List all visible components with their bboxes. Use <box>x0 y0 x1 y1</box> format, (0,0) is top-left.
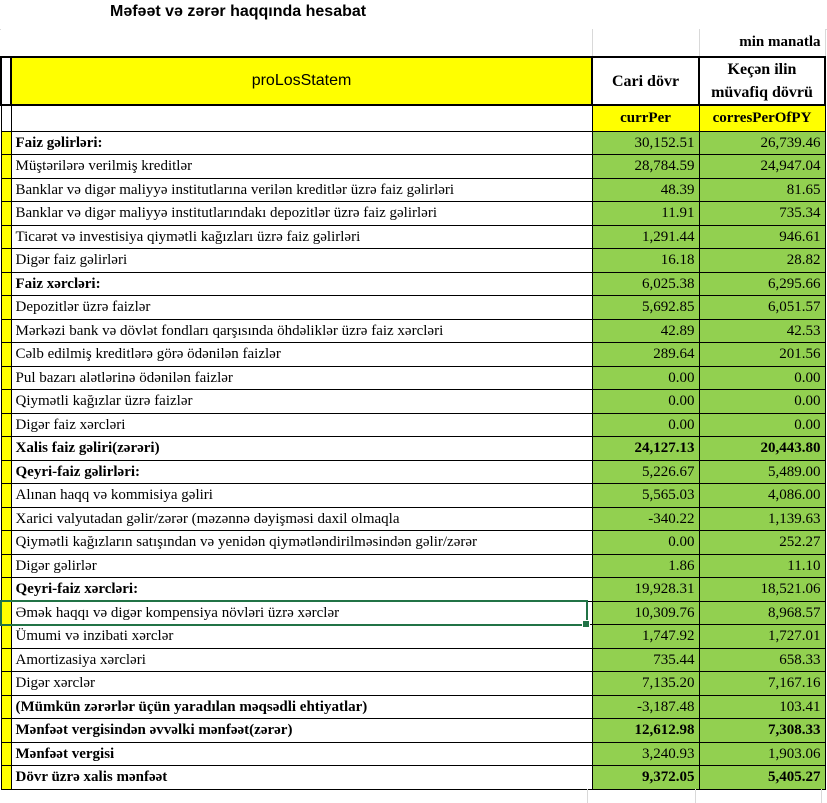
previous-period-value-cell[interactable]: 0.00 <box>699 390 825 414</box>
row-label-cell[interactable]: Müştərilərə verilmiş kreditlər <box>11 155 592 179</box>
row-label-cell[interactable]: Banklar və digər maliyyə institutlarına verilən kreditlər üzrə faiz gəlirləri <box>11 178 592 202</box>
table-row <box>1 531 825 555</box>
row-strip-cell[interactable] <box>1 460 11 484</box>
table-row <box>1 249 825 273</box>
row-strip-cell[interactable] <box>1 272 11 296</box>
table-row <box>1 202 825 226</box>
row-strip-cell[interactable] <box>1 578 11 602</box>
table-row <box>1 460 825 484</box>
row-strip-cell[interactable] <box>1 766 11 790</box>
data-rows <box>1 131 825 789</box>
row-strip-cell[interactable] <box>1 437 11 461</box>
current-period-value-cell[interactable]: 3,240.93 <box>592 742 699 766</box>
unit-row-strip-cell[interactable] <box>1 29 11 57</box>
row-label-cell[interactable]: Ticarət və investisiya qiymətli kağızları üzrə faiz gəlirləri <box>11 225 592 249</box>
current-period-value-cell[interactable]: 0.00 <box>592 531 699 555</box>
current-period-value-cell[interactable]: 5,692.85 <box>592 296 699 320</box>
row-label-cell[interactable]: Pul bazarı alətlərinə ödənilən faizlər <box>11 366 592 390</box>
row-strip-cell[interactable] <box>1 695 11 719</box>
table-row <box>1 766 825 790</box>
row-label-cell[interactable]: Xarici valyutadan gəlir/zərər (məzənnə dəyişməsi daxil olmaqla <box>11 507 592 531</box>
row-strip-cell[interactable] <box>1 225 11 249</box>
row-label-cell[interactable]: Digər xərclər <box>11 672 592 696</box>
row-label-cell[interactable]: Faiz gəlirləri: <box>11 131 592 155</box>
row-label-cell[interactable]: Mərkəzi bank və dövlət fondları qarşısında öhdəliklər üzrə faiz xərcləri <box>11 319 592 343</box>
current-period-value-cell[interactable]: 1.86 <box>592 554 699 578</box>
current-period-value-cell[interactable]: 19,928.31 <box>592 578 699 602</box>
table-row <box>1 413 825 437</box>
row-label-cell[interactable]: Digər gəlirlər <box>11 554 592 578</box>
row-strip-cell[interactable] <box>1 625 11 649</box>
code-row-empty-cell[interactable] <box>11 105 592 131</box>
gridline-vertical <box>587 789 588 803</box>
report-title: Məfəət və zərər haqqında hesabat <box>110 3 367 20</box>
table-row <box>1 742 825 766</box>
table-row <box>1 672 825 696</box>
current-period-value-cell[interactable]: 5,565.03 <box>592 484 699 508</box>
current-period-value-cell[interactable]: -3,187.48 <box>592 695 699 719</box>
sheet-name-cell[interactable]: proLosStatem <box>11 57 592 105</box>
current-period-value-cell[interactable]: 1,291.44 <box>592 225 699 249</box>
previous-period-value-cell[interactable]: 5,405.27 <box>699 766 825 790</box>
header-strip-cell[interactable] <box>1 57 11 105</box>
previous-period-value-cell[interactable]: 4,086.00 <box>699 484 825 508</box>
current-period-value-cell[interactable]: 12,612.98 <box>592 719 699 743</box>
row-strip-cell[interactable] <box>1 648 11 672</box>
previous-period-value-cell[interactable]: 201.56 <box>699 343 825 367</box>
current-period-value-cell[interactable]: 48.39 <box>592 178 699 202</box>
row-strip-cell[interactable] <box>1 531 11 555</box>
current-period-value-cell[interactable]: 10,309.76 <box>592 601 699 625</box>
row-strip-cell[interactable] <box>1 343 11 367</box>
code-row <box>1 105 825 131</box>
current-period-value-cell[interactable]: 28,784.59 <box>592 155 699 179</box>
table-row <box>1 437 825 461</box>
row-label-cell[interactable]: Ümumi və inzibati xərclər <box>11 625 592 649</box>
row-strip-cell[interactable] <box>1 296 11 320</box>
previous-period-value-cell[interactable]: 0.00 <box>699 413 825 437</box>
current-period-value-cell[interactable]: 6,025.38 <box>592 272 699 296</box>
row-label-cell[interactable]: Faiz xərcləri: <box>11 272 592 296</box>
current-period-value-cell[interactable]: 24,127.13 <box>592 437 699 461</box>
previous-period-value-cell[interactable]: 252.27 <box>699 531 825 555</box>
table-row <box>1 507 825 531</box>
row-label-cell[interactable]: Depozitlər üzrə faizlər <box>11 296 592 320</box>
previous-period-value-cell[interactable]: 28.82 <box>699 249 825 273</box>
row-label-cell[interactable]: Banklar və digər maliyyə institutlarındakı depozitlər üzrə faiz gəlirləri <box>11 202 592 226</box>
table-row <box>1 272 825 296</box>
previous-period-value-cell[interactable]: 11.10 <box>699 554 825 578</box>
row-label-cell[interactable]: (Mümkün zərərlər üçün yaradılan məqsədli ehtiyatlar) <box>11 695 592 719</box>
table-row <box>1 131 825 155</box>
row-label-cell[interactable]: Xalis faiz gəliri(zərəri) <box>11 437 592 461</box>
table-row <box>1 719 825 743</box>
row-label-cell[interactable]: Qiymətli kağızların satışından və yenidən qiymətləndirilməsindən gəlir/zərər <box>11 531 592 555</box>
row-label-cell[interactable]: Alınan haqq və kommisiya gəliri <box>11 484 592 508</box>
previous-period-value-cell[interactable]: 0.00 <box>699 366 825 390</box>
table-row <box>1 390 825 414</box>
previous-period-value-cell[interactable]: 26,739.46 <box>699 131 825 155</box>
row-strip-cell[interactable] <box>1 131 11 155</box>
row-label-cell[interactable]: Qeyri-faiz xərcləri: <box>11 578 592 602</box>
table-row <box>1 225 825 249</box>
table-row <box>1 366 825 390</box>
current-period-value-cell[interactable]: 289.64 <box>592 343 699 367</box>
previous-period-value-cell[interactable]: 42.53 <box>699 319 825 343</box>
current-period-value-cell[interactable]: -340.22 <box>592 507 699 531</box>
current-period-value-cell[interactable]: 735.44 <box>592 648 699 672</box>
row-strip-cell[interactable] <box>1 484 11 508</box>
gridline-vertical <box>821 789 822 803</box>
previous-period-value-cell[interactable]: 5,489.00 <box>699 460 825 484</box>
current-period-value-cell[interactable]: 1,747.92 <box>592 625 699 649</box>
previous-period-value-cell[interactable]: 735.34 <box>699 202 825 226</box>
row-strip-cell[interactable] <box>1 672 11 696</box>
previous-period-value-cell[interactable]: 7,308.33 <box>699 719 825 743</box>
row-label-cell[interactable]: Cəlb edilmiş kreditlərə görə ödənilən faizlər <box>11 343 592 367</box>
table-row <box>1 296 825 320</box>
row-label-cell[interactable]: Digər faiz xərcləri <box>11 413 592 437</box>
row-label-cell[interactable]: Digər faiz gəlirləri <box>11 249 592 273</box>
unit-row-empty-cell[interactable] <box>592 29 699 57</box>
table-row <box>1 625 825 649</box>
row-strip-cell[interactable] <box>1 742 11 766</box>
table-row <box>1 178 825 202</box>
table-row <box>1 554 825 578</box>
row-strip-cell[interactable] <box>1 413 11 437</box>
previous-period-value-cell[interactable]: 1,139.63 <box>699 507 825 531</box>
unit-note-row <box>1 29 825 57</box>
row-label-cell[interactable]: Mənfəət vergisi <box>11 742 592 766</box>
row-strip-cell[interactable] <box>1 390 11 414</box>
table-row <box>1 319 825 343</box>
previous-period-value-cell[interactable]: 81.65 <box>699 178 825 202</box>
previous-period-value-cell[interactable]: 6,295.66 <box>699 272 825 296</box>
unit-row-empty-cell[interactable] <box>11 29 592 57</box>
row-strip-cell[interactable] <box>1 249 11 273</box>
table-row <box>1 578 825 602</box>
current-period-value-cell[interactable]: 5,226.67 <box>592 460 699 484</box>
current-period-header-cell[interactable]: Cari dövr <box>592 57 699 105</box>
previous-period-value-cell[interactable]: 24,947.04 <box>699 155 825 179</box>
row-label-cell[interactable]: Qiymətli kağızlar üzrə faizlər <box>11 390 592 414</box>
header-row <box>1 57 825 105</box>
table-row <box>1 648 825 672</box>
row-strip-cell[interactable] <box>1 202 11 226</box>
current-period-value-cell[interactable]: 0.00 <box>592 366 699 390</box>
row-label-cell[interactable]: Qeyri-faiz gəlirləri: <box>11 460 592 484</box>
table-row <box>1 695 825 719</box>
row-label-cell[interactable]: Əmək haqqı və digər kompensiya növləri üzrə xərclər <box>11 601 592 625</box>
current-period-code-cell[interactable]: currPer <box>592 105 699 131</box>
previous-period-header-cell[interactable]: Keçən ilin müvafiq dövrü <box>699 57 825 105</box>
previous-period-value-cell[interactable]: 20,443.80 <box>699 437 825 461</box>
previous-period-value-cell[interactable]: 6,051.57 <box>699 296 825 320</box>
previous-period-value-cell[interactable]: 658.33 <box>699 648 825 672</box>
gridline-vertical <box>695 789 696 803</box>
previous-period-value-cell[interactable]: 1,727.01 <box>699 625 825 649</box>
previous-period-value-cell[interactable]: 946.61 <box>699 225 825 249</box>
row-strip-cell[interactable] <box>1 178 11 202</box>
current-period-value-cell[interactable]: 7,135.20 <box>592 672 699 696</box>
row-label-cell[interactable]: Dövr üzrə xalis mənfəət <box>11 766 592 790</box>
previous-period-value-cell[interactable]: 103.41 <box>699 695 825 719</box>
previous-period-value-cell[interactable]: 8,968.57 <box>699 601 825 625</box>
table-row <box>1 343 825 367</box>
profit-loss-table <box>0 29 826 790</box>
previous-period-value-cell[interactable]: 1,903.06 <box>699 742 825 766</box>
previous-period-code-cell[interactable]: corresPerOfPY <box>699 105 825 131</box>
previous-period-value-cell[interactable]: 18,521.06 <box>699 578 825 602</box>
code-row-strip-cell[interactable] <box>1 105 11 131</box>
current-period-value-cell[interactable]: 9,372.05 <box>592 766 699 790</box>
current-period-value-cell[interactable]: 0.00 <box>592 390 699 414</box>
row-strip-cell[interactable] <box>1 507 11 531</box>
fill-handle[interactable] <box>582 620 590 628</box>
row-strip-cell[interactable] <box>1 554 11 578</box>
table-row <box>1 484 825 508</box>
table-row <box>1 155 825 179</box>
current-period-value-cell[interactable]: 30,152.51 <box>592 131 699 155</box>
row-label-cell[interactable]: Amortizasiya xərcləri <box>11 648 592 672</box>
active-cell-selection[interactable] <box>0 600 588 626</box>
row-strip-cell[interactable] <box>1 319 11 343</box>
row-strip-cell[interactable] <box>1 366 11 390</box>
previous-period-value-cell[interactable]: 7,167.16 <box>699 672 825 696</box>
row-strip-cell[interactable] <box>1 719 11 743</box>
current-period-value-cell[interactable]: 42.89 <box>592 319 699 343</box>
current-period-value-cell[interactable]: 16.18 <box>592 249 699 273</box>
row-label-cell[interactable]: Mənfəət vergisindən əvvəlki mənfəət(zərər) <box>11 719 592 743</box>
unit-note-cell[interactable]: min manatla <box>699 29 825 57</box>
current-period-value-cell[interactable]: 0.00 <box>592 413 699 437</box>
row-strip-cell[interactable] <box>1 155 11 179</box>
current-period-value-cell[interactable]: 11.91 <box>592 202 699 226</box>
